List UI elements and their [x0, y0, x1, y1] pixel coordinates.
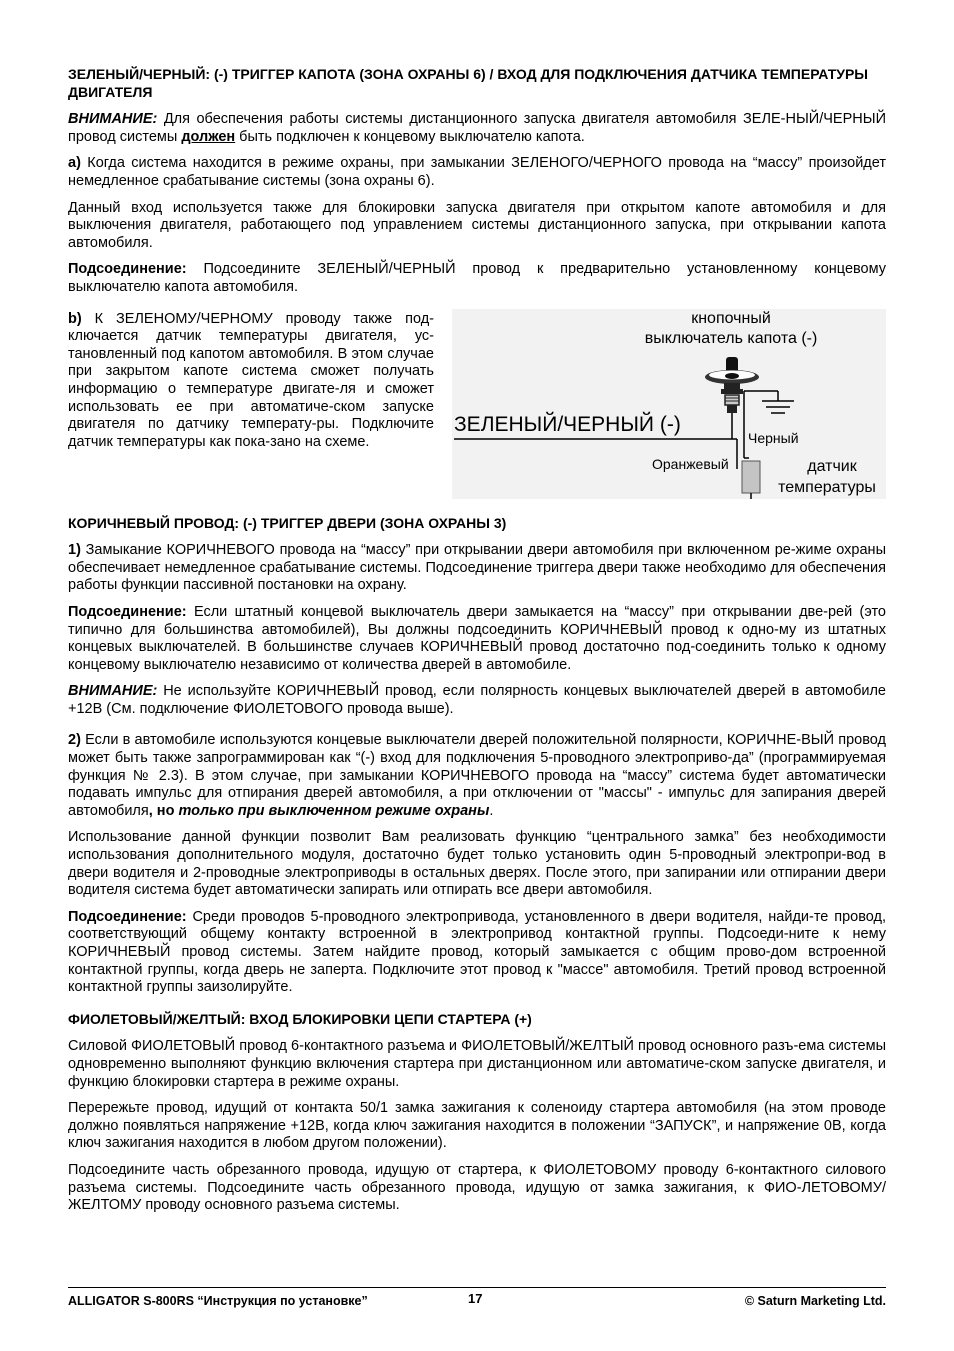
wiring-diagram	[452, 309, 886, 499]
warning-paragraph: ВНИМАНИЕ: Для обеспечения работы системы дистанционного запуска двигателя автомобиля ЗЕЛЕ-НЫЙ/ЧЕРНЫЙ провод системы должен быть подключен к концевому выключателю капота.	[68, 111, 886, 145]
connection-paragraph-actuator: Подсоединение: Среди проводов 5-проводного электропривода, установленного в двери водителя, найди-те провод, соответствующий общему контакту встроенной в электропривод контактной группы. Подсоеди-ните к нему КОРИЧНЕВЫЙ провод системы. Затем найдите провод, который замыкается с общим прово-дом встроенной контактной группы, когда дверь не заперта. Подключите этот провод к "массе" автомобиля. Третий провод встроенной контактной группы заизолируйте.	[68, 908, 886, 996]
paragraph-usage: Данный вход используется также для блокировки запуска двигателя при открытом капоте автомобиля и для выключения двигателя, работающего под управлением системы дистанционного запуска, при открывании капота автомобиля.	[68, 199, 886, 251]
orange-wire-label: Оранжевый	[652, 455, 729, 472]
switch-label-line2: выключатель капота (-)	[644, 329, 818, 347]
section-heading-hood: ЗЕЛЕНЫЙ/ЧЕРНЫЙ: (-) ТРИГГЕР КАПОТА (ЗОНА ОХРАНЫ 6) / ВХОД ДЛЯ ПОДКЛЮЧЕНИЯ ДАТЧИКА ТЕМПЕРАТУРЫ ДВИГАТЕЛЯ	[68, 66, 869, 100]
warning-label-brown: ВНИМАНИЕ:	[68, 683, 158, 700]
green-black-wire-label: ЗЕЛЕНЫЙ/ЧЕРНЫЙ (-)	[454, 412, 681, 436]
page-number: 17	[468, 1291, 483, 1306]
switch-label-line1: кнопочный	[691, 309, 771, 327]
black-wire-label: Черный	[748, 429, 799, 446]
footer-product-title: ALLIGATOR S-800RS “Инструкция по установке”	[68, 1294, 368, 1308]
page-content	[68, 66, 886, 1224]
connection-paragraph-brown: Подсоединение: Если штатный концевой выключатель двери замыкается на “массу” при открывании две-рей (это типично для большинства автомобилей), Вы должны подсоединить КОРИЧНЕВЫЙ провод к одно-му из штатных концевых выключателей. В большинстве случаев КОРИЧНЕВЫЙ провод достаточно под-соединить только к одному концевому выключателю независимо от количества дверей в автомобиле.	[68, 603, 886, 673]
section-heading-brown: КОРИЧНЕВЫЙ ПРОВОД: (-) ТРИГГЕР ДВЕРИ (ЗОНА ОХРАНЫ 3)	[68, 514, 507, 531]
warning-label: ВНИМАНИЕ:	[68, 111, 158, 128]
emphasis-disarmed: только при выключенном режиме охраны	[178, 802, 490, 819]
connection-paragraph: Подсоединение: Подсоедините ЗЕЛЕНЫЙ/ЧЕРНЫЙ провод к предварительно установленному концевому выключателю капота автомобиля.	[68, 261, 886, 295]
paragraph-b-column	[68, 311, 434, 499]
diagram-row	[68, 311, 886, 499]
warning-paragraph-brown: ВНИМАНИЕ: Не используйте КОРИЧНЕВЫЙ провод, если полярность концевых выключателей дверей в автомобиле +12В (См. подключение ФИОЛЕТОВОГО провода выше).	[68, 683, 886, 717]
footer-copyright: © Saturn Marketing Ltd.	[744, 1294, 886, 1308]
paragraph-b: b) К ЗЕЛЕНОМУ/ЧЕРНОМУ проводу также под-ключается датчик температуры двигателя, ус-тановленный под капотом автомобиля. В этом случае при закрытом капоте система сможет получать информацию о температуре двигате-ля и сможет использовать ее при автоматиче-ском запуске двигателя по датчику температу-ры. Подключите датчик температуры как пока-зано на схеме.	[68, 310, 434, 450]
paragraph-violet-2: Перережьте провод, идущий от контакта 50/1 замка зажигания к соленоиду стартера автомобиля (на этом проводе должно появляться напряжение +12В, когда ключ зажигания находится в положении “ЗАПУСК”, и напряжение 0В, когда ключ зажигания находится в любом другом положении).	[68, 1100, 886, 1152]
paragraph-a: a) Когда система находится в режиме охраны, при замыкании ЗЕЛЕНОГО/ЧЕРНОГО провода на “массу” произойдет немедленное срабатывание системы (зона охраны 6).	[68, 155, 886, 189]
paragraph-brown-2: 2) Если в автомобиле используются концевые выключатели дверей положительной полярности, КОРИЧНЕ-ВЫЙ провод может быть также запрограммирован как “(-) вход для подключения 5-проводного электроприво-да” (программируемая функция № 2.3). В этом случае, при замыкании КОРИЧНЕВОГО провода на “массу” система будет автоматически подавать импульс для отпирания дверей автомобиля, а при отключении от "массы" - импульс для запирания дверей автомобиля, но только при выключенном режиме охраны.	[68, 732, 886, 819]
temperature-sensor-icon	[742, 461, 760, 499]
section-heading-violet: ФИОЛЕТОВЫЙ/ЖЕЛТЫЙ: ВХОД БЛОКИРОВКИ ЦЕПИ СТАРТЕРА (+)	[68, 1010, 532, 1027]
paragraph-central-lock: Использование данной функции позволит Вам реализовать функцию “центрального замка” без необходимости использования дополнительного модуля, достаточно будет только установить один 5-проводный электропри-вод в двери водителя и 2-проводные электроприводы в остальных дверях. После этого, при запирании или отпирании двери водителя система будет автоматически запирать или отпирать все двери автомобиля.	[68, 829, 886, 899]
paragraph-brown-1: 1) Замыкание КОРИЧНЕВОГО провода на “массу” при открывании двери автомобиля при включенном ре-жиме охраны обеспечивает немедленное срабатывание системы. Подсоединение триггера двери также необходимо для обеспечения работы функции пассивной постановки на охрану.	[68, 542, 886, 594]
paragraph-violet-3: Подсоедините часть обрезанного провода, идущую от стартера, к ФИОЛЕТОВОМУ проводу 6-контактного силового разъема системы. Подсоедините часть обрезанного провода, идущую от замка зажигания, к ФИО-ЛЕТОВОМУ/ЖЕЛТОМУ проводу основного разъема системы.	[68, 1161, 886, 1214]
paragraph-violet-1: Силовой ФИОЛЕТОВЫЙ провод 6-контактного разъема и ФИОЛЕТОВЫЙ/ЖЕЛТЫЙ провод основного разъ-ема системы одновременно выполняют функцию включения стартера при дистанционном или автоматиче-ском запуске двигателя, и функцию блокировки стартера в режиме охраны.	[68, 1038, 886, 1090]
wiring-diagram-svg	[452, 309, 886, 499]
emphasis-must: должен	[181, 128, 236, 145]
sensor-label-line1: датчик	[807, 457, 857, 475]
page-footer	[68, 1287, 886, 1318]
sensor-label-line2: температуры	[778, 478, 876, 496]
